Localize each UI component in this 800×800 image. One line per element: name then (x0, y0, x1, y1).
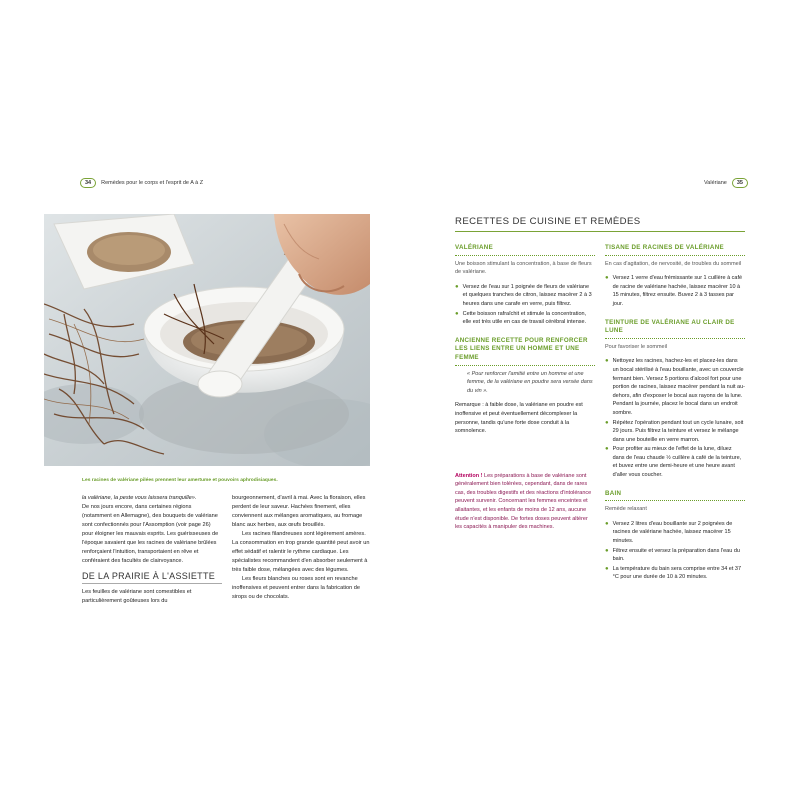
section-title-prairie: DE LA PRAIRIE À L'ASSIETTE (82, 572, 222, 584)
right-column-a (455, 244, 595, 532)
list-item: ● Répétez l'opération pendant tout un cycle lunaire, soit 29 jours. Puis filtrez la teinture et versez le mélange dans une bouteille en verre marron. (605, 419, 744, 443)
leaves-paragraph: bourgeonnement, d'avril à mai. Avec la floraison, elles perdent de leur saveur. Hachées finement, elles conviennent aux mélanges aromatiques, au fromage blanc aux herbes, aux œufs brouillés. (232, 495, 366, 528)
attention-label: Attention ! (455, 472, 483, 479)
teinture-heading: TEINTURE DE VALÉRIANE AU CLAIR DE LUNE (605, 319, 745, 339)
list-item: ● Filtrez ensuite et versez la préparation dans l'eau du bain. (605, 547, 740, 563)
roots-paragraph: Les racines filandreuses sont légèrement amères. La consommation en trop grande quantité peut avoir un effet sédatif et ralentir le rythme cardiaque. Les spécialistes recommandent d'en absorber seulement à très faible dose, mélangées avec des légumes. (232, 531, 370, 573)
valeriane-subtitle: Une boisson stimulant la concentration, à base de fleurs de valériane. (455, 260, 592, 276)
bullet-icon: ● (605, 446, 609, 453)
ancienne-quote: « Pour renforcer l'amitié entre un homme et une femme, de la valériane en poudre sera versée dans du vin ». (467, 370, 593, 394)
left-column-2 (232, 494, 372, 602)
right-column-b (605, 244, 745, 583)
bain-heading: BAIN (605, 490, 745, 502)
page-number-right: 35 (732, 178, 748, 188)
intro-paragraph: De nos jours encore, dans certaines régions (notamment en Allemagne), des bouquets de valériane sont confectionnés pour l'Assomption (voir page 26) pour éloigner les mauvais esprits. Les guérisseuses de l'époque savaient que les racines de valériane brûlées renforçaient l'intuition, transportaient en rêve et conféraient des facultés de clairvoyance. (82, 504, 219, 564)
tisane-heading: TISANE DE RACINES DE VALÉRIANE (605, 244, 745, 256)
attention-box (455, 472, 595, 532)
list-item: ● La température du bain sera comprise entre 34 et 37 °C pour une durée de 10 à 20 minutes. (605, 565, 742, 581)
running-header-right: Valériane (704, 180, 727, 186)
list-item: ● Pour profiter au mieux de l'effet de la lune, diluez dans de l'eau chaude ½ cuillère à café de la teinture, et buvez entre une demi-heure et une heure avant d'aller vous coucher. (605, 446, 742, 479)
left-column-1 (82, 494, 222, 606)
list-item: ● Versez 1 verre d'eau frémissante sur 1 cuillère à café de racine de valériane hachée, laissez macérer 10 à 15 minutes, filtrez ensuite. Buvez 2 à 3 tasses par jour. (605, 275, 743, 307)
bullet-icon: ● (605, 275, 609, 282)
flowers-paragraph: Les fleurs blanches ou roses sont en revanche inoffensives et peuvent entrer dans la fabrication de sirops ou de chocolats. (232, 576, 361, 600)
section-paragraph: Les feuilles de valériane sont comestibles et particulièrement goûteuses lors du (82, 589, 192, 604)
intro-italic: la valériane, la peste vous laissera tranquille». (82, 495, 197, 501)
bullet-icon: ● (605, 547, 609, 554)
list-item: ● Nettoyez les racines, hachez-les et placez-les dans un bocal stérilisé à l'eau bouillante, avec un couvercle fermant bien. Versez 5 portions d'alcool fort pour une portion de racines, laissez macérer pendant la nuit au-dehors, afin d'exposer le bocal aux rayons de la lune. Pendant la journée, placez le bocal dans un endroit sombre. (605, 358, 746, 416)
recipes-title: RECETTES DE CUISINE ET REMÈDES (455, 216, 745, 232)
list-item: ● Versez de l'eau sur 1 poignée de fleurs de valériane et quelques tranches de citron, laissez macérer 2 à 3 heures dans une carafe en verre, puis filtrez. (455, 283, 592, 307)
photo-caption: Les racines de valériane pilées prennent leur amertume et pouvoirs aphrodisiaques. (82, 478, 278, 483)
bullet-icon: ● (605, 358, 609, 365)
bullet-icon: ● (455, 283, 459, 290)
valeriane-heading: VALÉRIANE (455, 244, 595, 256)
bullet-icon: ● (605, 520, 609, 527)
running-header-left: Remèdes pour le corps et l'esprit de A à Z (101, 180, 204, 186)
bullet-icon: ● (455, 310, 459, 317)
attention-text: Les préparations à base de valériane sont généralement bien tolérées, cependant, dans de rares cas, des troubles digestifs et des réactions d'intolérance peuvent survenir. Concernant les femmes enceintes et allaitantes, et les enfants de moins de 12 ans, aucune étude n'est disponible. De fortes doses peuvent altérer les capacités à manipuler des machines. (455, 472, 592, 531)
ancienne-remark: Remarque : à faible dose, la valériane en poudre est inoffensive et peut éventuellement décomplexer la personne, tandis qu'une forte dose conduit à la somnolence. (455, 402, 583, 435)
bullet-icon: ● (605, 565, 609, 572)
ancienne-heading: ANCIENNE RECETTE POUR RENFORCER LES LIENS ENTRE UN HOMME ET UNE FEMME (455, 337, 595, 366)
right-folio (704, 178, 748, 188)
teinture-subtitle: Pour favoriser le sommeil (605, 343, 668, 350)
tisane-subtitle: En cas d'agitation, de nervosité, de troubles du sommeil (605, 260, 742, 267)
bullet-icon: ● (605, 419, 609, 426)
photo-illustration (44, 214, 370, 466)
list-item: ● Versez 2 litres d'eau bouillante sur 2 poignées de racines de valériane hachée, laissez macérer 15 minutes. (605, 520, 733, 545)
bain-subtitle: Remède relaxant (605, 506, 647, 513)
valerian-mortar-photo (44, 214, 370, 466)
page-number-left: 34 (80, 178, 96, 188)
list-item: ● Cette boisson rafraîchit et stimule la concentration, elle est très utile en cas de travail cérébral intense. (455, 310, 587, 326)
left-folio (80, 178, 203, 188)
